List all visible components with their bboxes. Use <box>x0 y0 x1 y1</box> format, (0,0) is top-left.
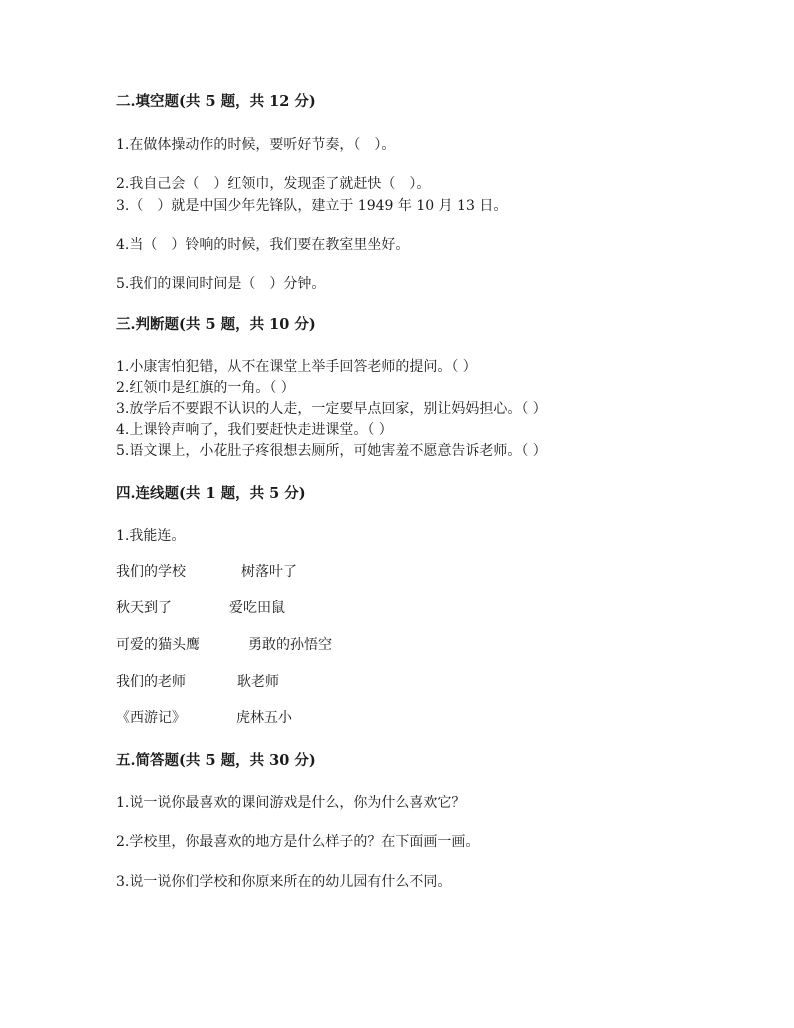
matching-right-3: 勇敢的孙悟空 <box>248 637 332 653</box>
fill-blank-question-5: 5.我们的课间时间是（ ）分钟。 <box>116 276 326 292</box>
matching-right-1: 树落叶了 <box>241 564 297 580</box>
matching-right-4: 耿老师 <box>237 674 279 690</box>
true-false-question-5: 5.语文课上，小花肚子疼很想去厕所，可她害羞不愿意告诉老师。（ ） <box>116 443 547 459</box>
fill-blank-question-3: 3.（ ）就是中国少年先锋队，建立于 1949 年 10 月 13 日。 <box>116 198 508 214</box>
short-answer-question-2: 2.学校里，你最喜欢的地方是什么样子的？在下面画一画。 <box>116 834 480 850</box>
short-answer-question-3: 3.说一说你们学校和你原来所在的幼儿园有什么不同。 <box>116 874 452 890</box>
matching-left-3: 可爱的猫头鹰 <box>116 637 200 653</box>
matching-left-4: 我们的老师 <box>116 674 186 690</box>
true-false-question-2: 2.红领巾是红旗的一角。（ ） <box>116 380 295 396</box>
true-false-question-1: 1.小康害怕犯错，从不在课堂上举手回答老师的提问。（ ） <box>116 359 477 375</box>
short-answer-question-1: 1.说一说你最喜欢的课间游戏是什么，你为什么喜欢它？ <box>116 795 466 811</box>
matching-left-1: 我们的学校 <box>116 564 186 580</box>
fill-blank-heading: 二.填空题(共 5 题，共 12 分) <box>116 93 316 110</box>
matching-right-2: 爱吃田鼠 <box>229 600 285 616</box>
matching-heading: 四.连线题(共 1 题，共 5 分) <box>116 485 306 502</box>
fill-blank-question-4: 4.当（ ）铃响的时候，我们要在教室里坐好。 <box>116 237 410 253</box>
fill-blank-question-1: 1.在做体操动作的时候，要听好节奏，（ ）。 <box>116 137 396 153</box>
matching-right-5: 虎林五小 <box>236 710 292 726</box>
matching-left-2: 秋天到了 <box>116 600 172 616</box>
matching-left-5: 《西游记》 <box>116 710 186 726</box>
short-answer-heading: 五.简答题(共 5 题，共 30 分) <box>116 752 316 769</box>
true-false-question-3: 3.放学后不要跟不认识的人走，一定要早点回家，别让妈妈担心。（ ） <box>116 401 547 417</box>
matching-prompt: 1.我能连。 <box>116 528 186 544</box>
true-false-question-4: 4.上课铃声响了，我们要赶快走进课堂。（ ） <box>116 422 393 438</box>
fill-blank-question-2: 2.我自己会（ ）红领巾，发现歪了就赶快（ ）。 <box>116 176 431 192</box>
true-false-heading: 三.判断题(共 5 题，共 10 分) <box>116 316 316 333</box>
